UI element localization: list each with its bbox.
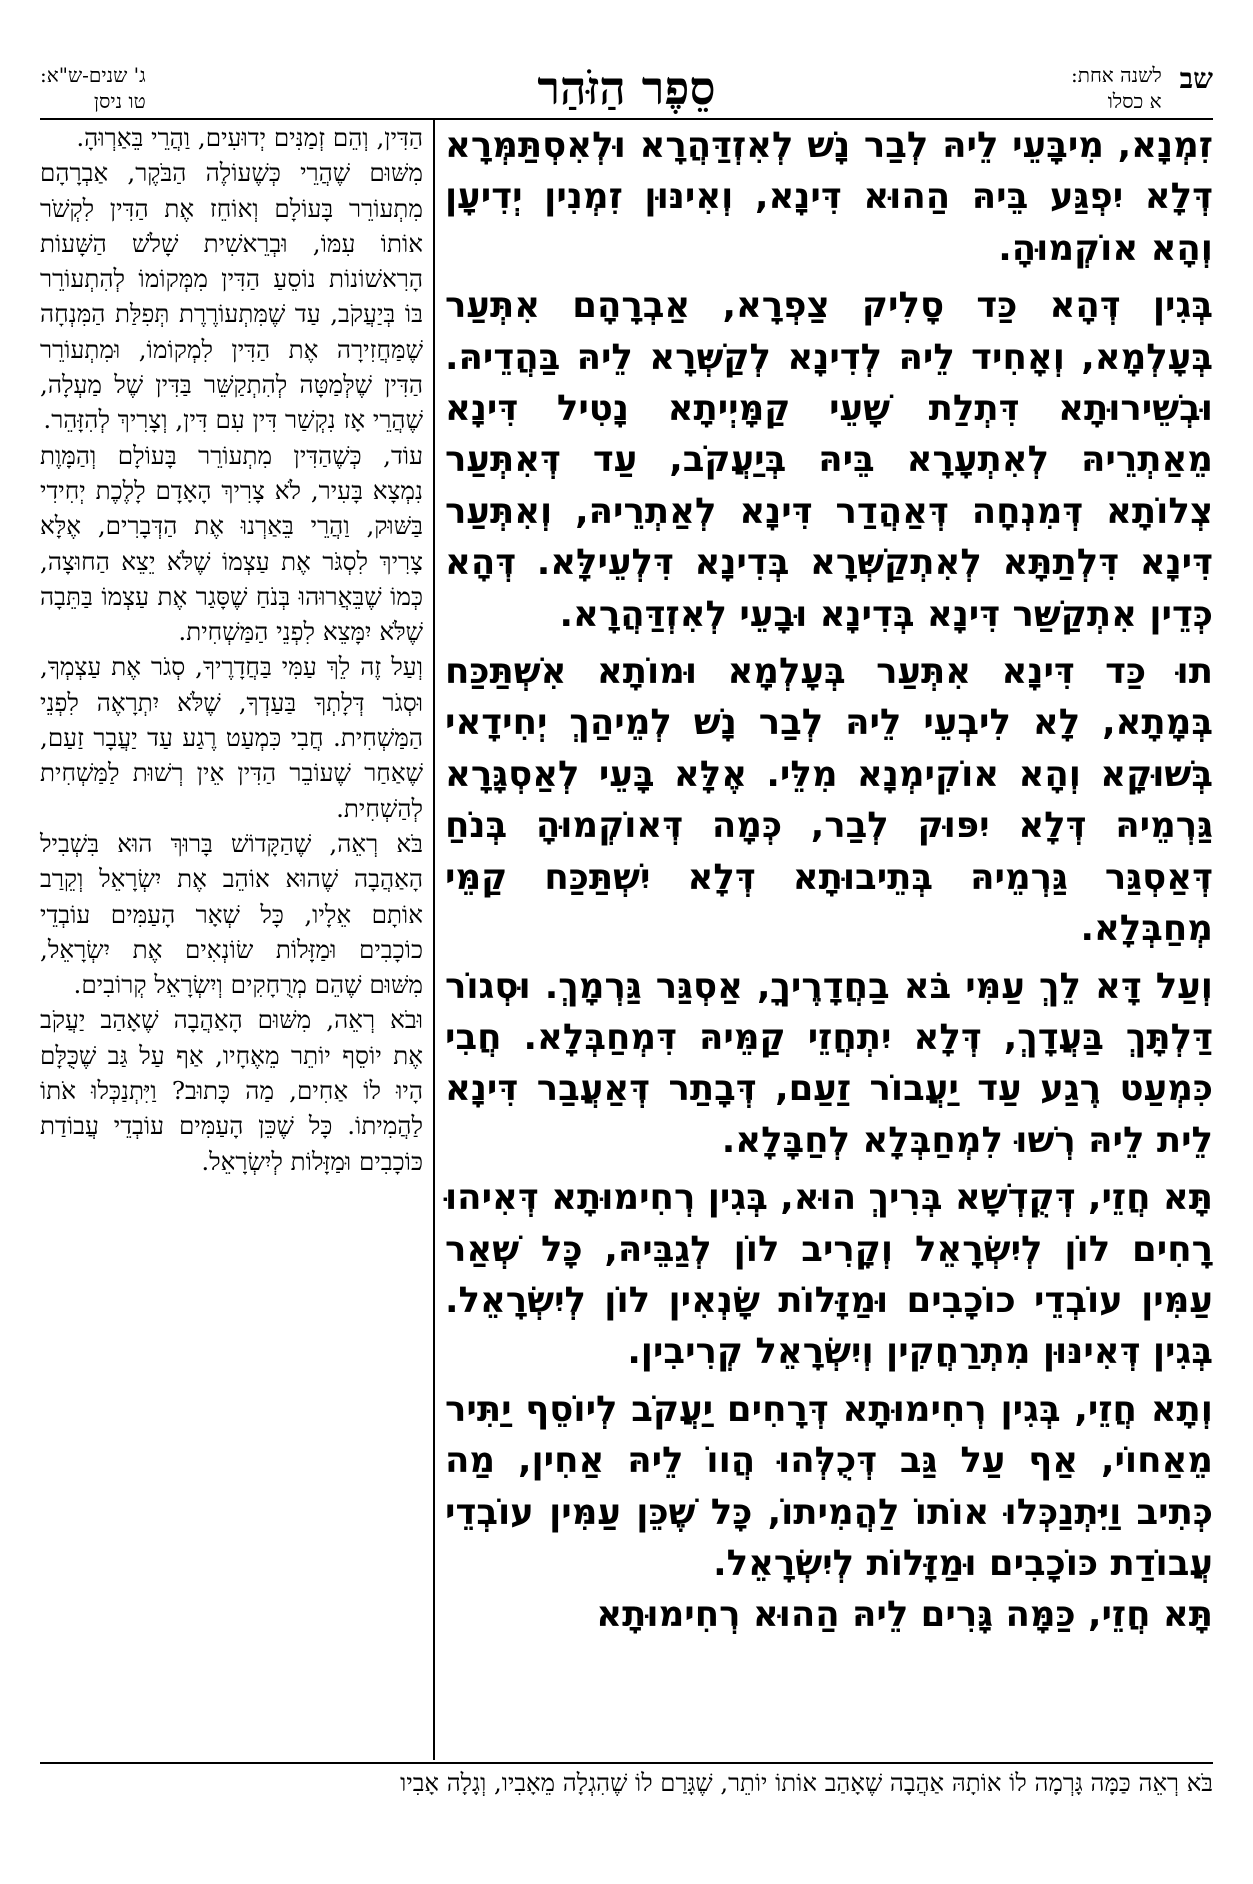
side-paragraph: עוֹד, כְּשֶׁהַדִּין מִתְעוֹרֵר בָּעוֹלָם וְהַמָּוֶת נִמְצָא בָּעִיר, לֹא צָרִיךְ הָאָדָם לָלֶכֶת יְחִידִי בַּשּׁוּק, וַהֲרֵי בֵּאַרְנוּ אֶת הַדְּבָרִים, אֶלָּא צָרִיךְ לִסְגֹּר אֶת עַצְמוֹ שֶׁלֹּא יֵצֵא הַחוּצָה, כְּמוֹ שֶׁבֵּאֲרוּהוּ בְּנֹחַ שֶׁסָּגַר אֶת עַצְמוֹ בַּתֵּבָה שֶׁלֹּא יִמָּצֵא לִפְנֵי הַמַּשְׁחִית. bbox=[40, 440, 423, 647]
main-paragraph: תוּ כַּד דִּינָא אִתְּעַר בְּעָלְמָא וּמוֹתָא אִשְׁתַּכַּח בְּמָתָא, לָא לִיבְעֵי לֵיהּ לְבַר נָשׁ לְמֵיהַךְ יְחִידָאי בְּשׁוּקָא וְהָא אוֹקִימְנָא מִלֵּי. אֶלָּא בָּעֵי לְאַסְגָּרָא גַּרְמֵיהּ דְּלָא יִפּוּק לְבַר, כְּמָה דְּאוֹקְמוּהָ בְּנֹחַ דְּאַסְגַּר גַּרְמֵיהּ בְּתֵיבוּתָא דְּלָא יִשְׁתַּכַּח קַמֵּי מְחַבְּלָא. bbox=[445, 651, 1213, 950]
side-paragraph: וְעַל זֶה לֵךְ עַמִּי בַּחֲדָרֶיךָ, סְגֹר אֶת עַצְמְךָ, וּסְגֹר דְּלָתְךָ בַּעַדְךָ, שֶׁלֹּא יִתְרָאֶה לִפְנֵי הַמַּשְׁחִית. חֲבִי כִּמְעַט רֶגַע עַד יַעֲבָר זַעַם, שֶׁאַחַר שֶׁעוֹבֵר הַדִּין אֵין רְשׁוּת לַמַּשְׁחִית לְהַשְׁחִית. bbox=[40, 652, 423, 823]
translation-continuation-line: בֹּא רְאֵה כַּמָּה גָּרְמָה לוֹ אוֹתָהּ אַהֲבָה שֶׁאָהַב אוֹתוֹ יוֹתֵר, שֶׁגָּרַם לוֹ שֶׁהִגְלָה מֵאָבִיו, וְגָלָה אָבִיו bbox=[400, 1768, 1213, 1797]
footer-rule bbox=[40, 1762, 1213, 1764]
schedule-date-left: טו ניסן bbox=[93, 89, 146, 113]
main-paragraph: בְּגִין דְּהָא כַּד סָלִיק צַפְרָא, אַבְרָהָם אִתְּעַר בְּעָלְמָא, וְאָחִיד לֵיהּ לְדִינָא לְקַשְּׁרָא לֵיהּ בַּהֲדֵיהּ. וּבְשֵׁירוּתָא דִּתְלַת שָׁעֵי קַמָּיְיתָא נָטִיל דִּינָא מֵאַתְרֵיהּ לְאִתְעָרָא בֵּיהּ בְּיַעֲקֹב, עַד דְּאִתְּעַר צְלוֹתָא דְּמִנְחָה דְּאַהֲדַר דִּינָא לְאַתְרֵיהּ, וְאִתְּעַר דִּינָא דִּלְתַתָּא לְאִתְקַשְּׁרָא בְּדִינָא דִּלְעֵילָּא. דְּהָא כְּדֵין אִתְקַשַּׁר דִּינָא בְּדִינָא וּבָעֵי לְאִזְדַּהֲרָא. bbox=[445, 285, 1213, 635]
main-paragraph: וְתָא חֲזֵי, בְּגִין רְחִימוּתָא דְּרָחִים יַעֲקֹב לְיוֹסֵף יַתִּיר מֵאַחוֹי, אַף עַל גַּב דְּכֻלְּהוּ הֲווֹ לֵיהּ אַחִין, מַה כְּתִיב וַיִּתְנַכְּלוּ אוֹתוֹ לַהֲמִיתוֹ, כָּל שֶׁכֵּן עַמִּין עוֹבְדֵי עֲבוֹדַת כּוֹכָבִים וּמַזָּלוֹת לְיִשְׂרָאֵל. bbox=[445, 1388, 1213, 1584]
main-paragraph: וְעַל דָּא לֵךְ עַמִּי בֹּא בַחֲדָרֶיךָ, אַסְגַּר גַּרְמָךְ. וּסְגוֹר דַּלְתָּךְ בַּעֲדָךְ, דְּלָא יִתְחֲזֵי קַמֵּיהּ דִּמְחַבְּלָא. חֲבִי כִּמְעַט רֶגַע עַד יַעֲבוֹר זַעַם, דְּבָתַר דְּאַעֲבַר דִּינָא לֵית לֵיהּ רְשׁוּ לִמְחַבְּלָא לְחַבָּלָא. bbox=[445, 965, 1213, 1161]
schedule-date-right: א כסלו bbox=[1107, 89, 1162, 113]
column-divider bbox=[433, 120, 435, 1760]
main-paragraph: זִמְנָא, מִיבָּעֵי לֵיהּ לְבַר נָשׁ לְאִזְדַּהֲרָא וּלְאִסְתַּמְּרָא דְּלָא יִפְגַּע בֵּיהּ הַהוּא דִּינָא, וְאִינּוּן זִמְנִין יְדִיעָן וְהָא אוֹקְמוּהָ. bbox=[445, 125, 1213, 269]
hebrew-translation-column bbox=[40, 120, 423, 1760]
main-paragraph: תָּא חֲזֵי, דְּקֻדְשָׁא בְּרִיךְ הוּא, בְּגִין רְחִימוּתָא דְּאִיהוּ רָחִים לוֹן לְיִשְׂרָאֵל וְקָרִיב לוֹן לְגַבֵּיהּ, כָּל שְׁאַר עַמִּין עוֹבְדֵי כוֹכָבִים וּמַזָּלוֹת שָׂנְאִין לוֹן לְיִשְׂרָאֵל. בְּגִין דְּאִינּוּן מִתְרַחֲקִין וְיִשְׂרָאֵל קְרִיבִין. bbox=[445, 1177, 1213, 1373]
book-title: סֵפֶר הַזֹּהַר bbox=[537, 61, 716, 115]
side-paragraph: וּבֹא רְאֵה, מִשּׁוּם הָאַהֲבָה שֶׁאָהַב יַעֲקֹב אֶת יוֹסֵף יוֹתֵר מֵאֶחָיו, אַף עַל גַּב שֶׁכֻּלָּם הָיוּ לוֹ אַחִים, מַה כָּתוּב? וַיִּתְנַכְּלוּ אֹתוֹ לַהֲמִיתוֹ. כָּל שֶׁכֵּן הָעַמִּים עוֹבְדֵי עֲבוֹדַת כּוֹכָבִים וּמַזָּלוֹת לְיִשְׂרָאֵל. bbox=[40, 1005, 423, 1176]
main-paragraph: תָּא חֲזֵי, כַּמָּה גָּרִים לֵיהּ הַהוּא רְחִימוּתָא bbox=[596, 1594, 1213, 1636]
schedule-label-right: לשנה אחת: bbox=[1071, 63, 1162, 87]
side-paragraph: הַדִּין, וְהֵם זְמַנִּים יְדוּעִים, וַהֲרֵי בֵּאַרְוּהָ. bbox=[76, 123, 423, 152]
side-paragraph: מִשּׁוּם שֶׁהֲרֵי כְּשֶׁעוֹלֶה הַבֹּקֶר, אַבְרָהָם מִתְעוֹרֵר בָּעוֹלָם וְאוֹחֵז אֶת הַדִּין לִקְשֹׁר אוֹתוֹ עִמּוֹ, וּבְרֵאשִׁית שָׁלֹשׁ הַשָּׁעוֹת הָרִאשׁוֹנוֹת נוֹסֵעַ הַדִּין מִמְּקוֹמוֹ לְהִתְעוֹרֵר בּוֹ בְּיַעֲקֹב, עַד שֶׁמִּתְעוֹרֶרֶת תְּפִלַּת הַמִּנְחָה שֶׁמַּחֲזִירָה אֶת הַדִּין לִמְקוֹמוֹ, וּמִתְעוֹרֵר הַדִּין שֶׁלְּמַטָּה לְהִתְקַשֵּׁר בַּדִּין שֶׁל מַעְלָה, שֶׁהֲרֵי אָז נִקְשַׁר דִּין עִם דִּין, וְצָרִיךְ לְהִזָּהֵר. bbox=[40, 158, 423, 435]
reading-schedule-left bbox=[40, 62, 146, 114]
page-number: שב bbox=[1179, 62, 1213, 95]
aramaic-text-column bbox=[445, 120, 1213, 1760]
side-paragraph: בֹּא רְאֵה, שֶׁהַקָּדוֹשׁ בָּרוּךְ הוּא בִּשְׁבִיל הָאַהֲבָה שֶׁהוּא אוֹהֵב אֶת יִשְׂרָאֵל וְקֵרַב אוֹתָם אֵלָיו, כָּל שְׁאָר הָעַמִּים עוֹבְדֵי כוֹכָבִים וּמַזָּלוֹת שׂוֹנְאִים אֶת יִשְׂרָאֵל, מִשּׁוּם שֶׁהֵם מְרֻחָקִים וְיִשְׂרָאֵל קְרוֹבִים. bbox=[40, 828, 423, 1000]
schedule-label-left: ג' שנים-ש"א: bbox=[40, 63, 146, 87]
